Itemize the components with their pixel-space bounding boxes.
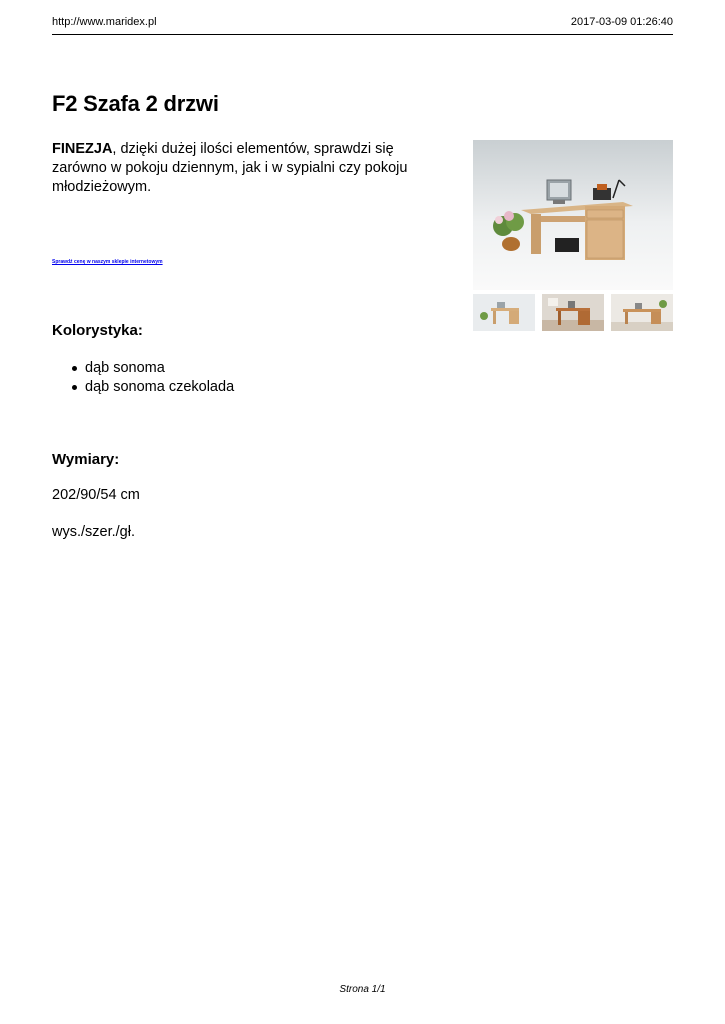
brand-name: FINEZJA — [52, 141, 113, 157]
thumbnail-photo — [473, 294, 535, 331]
page-footer: Strona 1/1 — [339, 984, 386, 995]
product-thumbnail-2[interactable] — [542, 294, 604, 331]
thumbnail-photo — [611, 294, 673, 331]
intro-text: , dzięki dużej ilości elementów, sprawdzi się zarówno w pokoju dziennym, jak i w sypialni czy pokoju młodzieżowym. — [52, 141, 408, 195]
product-main-image[interactable] — [473, 140, 673, 290]
list-item — [52, 359, 234, 378]
colors-heading: Kolorystyka: — [52, 322, 143, 339]
header-datetime: 2017-03-09 01:26:40 — [570, 16, 673, 28]
dimensions-value: 202/90/54 cm — [52, 487, 140, 503]
dimensions-heading: Wymiary: — [52, 451, 120, 468]
intro-paragraph — [52, 140, 432, 197]
colors-list — [52, 359, 234, 397]
header-url: http://www.maridex.pl — [52, 16, 157, 28]
color-label: dąb sonoma czekolada — [85, 379, 235, 395]
thumbnail-photo — [542, 294, 604, 331]
shop-link[interactable]: Sprawdź cenę w naszym sklepie internetowym — [52, 259, 163, 265]
bullet-icon — [72, 385, 77, 390]
list-item — [52, 378, 234, 397]
color-label: dąb sonoma — [85, 360, 165, 376]
product-thumbnail-1[interactable] — [473, 294, 535, 331]
product-thumbnail-3[interactable] — [611, 294, 673, 331]
dimensions-legend: wys./szer./gł. — [52, 524, 135, 540]
page-header — [52, 16, 673, 35]
desk-photo — [473, 140, 673, 290]
bullet-icon — [72, 366, 77, 371]
page-title: F2 Szafa 2 drzwi — [52, 91, 219, 116]
